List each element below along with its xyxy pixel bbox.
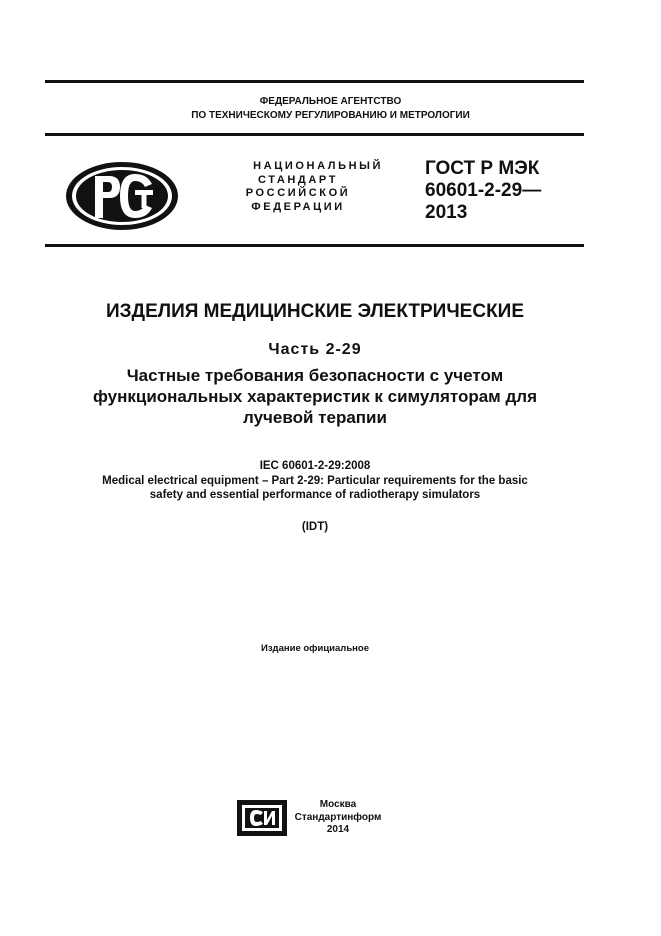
agency-header bbox=[0, 95, 661, 123]
national-standard-label bbox=[213, 160, 383, 214]
idt-marker: (IDT) bbox=[301, 521, 329, 533]
gost-line-3: 2013 bbox=[425, 202, 468, 223]
document-subtitle bbox=[30, 365, 600, 428]
iec-english-title-line-1: Medical electrical equipment – Part 2-29: Particular requirements for the basic bbox=[102, 474, 528, 487]
gost-line-2: 60601-2-29— bbox=[425, 180, 542, 201]
publisher-name: Стандартинформ bbox=[294, 811, 382, 823]
header-rule bbox=[45, 133, 584, 136]
subtitle-line-1: Частные требования безопасности с учетом bbox=[126, 366, 504, 385]
national-line-2: СТАНДАРТ bbox=[257, 173, 339, 186]
top-rule bbox=[45, 80, 584, 83]
national-line-3: РОССИЙСКОЙ bbox=[245, 187, 351, 199]
national-line-1: НАЦИОНАЛЬНЫЙ bbox=[253, 160, 383, 172]
rst-emblem-icon bbox=[64, 160, 180, 232]
standard-block-rule bbox=[45, 244, 584, 247]
agency-line-1: ФЕДЕРАЛЬНОЕ АГЕНТСТВО bbox=[259, 96, 402, 107]
document-title: ИЗДЕЛИЯ МЕДИЦИНСКИЕ ЭЛЕКТРИЧЕСКИЕ bbox=[105, 301, 525, 322]
publisher-year: 2014 bbox=[326, 824, 350, 835]
iec-code: IEC 60601-2-29:2008 bbox=[259, 460, 371, 472]
gost-line-1: ГОСТ Р МЭК bbox=[425, 158, 540, 179]
standartinform-logo-icon bbox=[237, 800, 287, 836]
official-edition-label: Издание официальное bbox=[261, 643, 369, 654]
subtitle-line-2: функциональных характеристик к симуляторам для bbox=[92, 387, 537, 406]
agency-line-2: ПО ТЕХНИЧЕСКОМУ РЕГУЛИРОВАНИЮ И МЕТРОЛОГИИ bbox=[191, 110, 470, 121]
gost-designation bbox=[425, 158, 541, 224]
national-line-4: ФЕДЕРАЦИИ bbox=[251, 200, 345, 213]
document-part: Часть 2-29 bbox=[268, 341, 362, 358]
iec-reference bbox=[40, 459, 590, 503]
publisher-city: Москва bbox=[319, 799, 357, 810]
subtitle-line-3: лучевой терапии bbox=[243, 408, 387, 427]
iec-english-title-line-2: safety and essential performance of radiotherapy simulators bbox=[149, 489, 481, 501]
publisher-imprint bbox=[286, 799, 390, 837]
